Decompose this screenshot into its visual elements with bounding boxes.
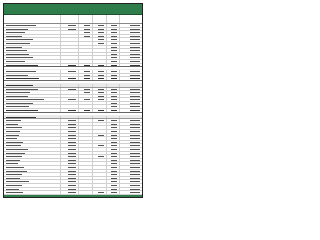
value-cell — [120, 188, 142, 191]
value-cell — [79, 56, 93, 59]
value-cell — [107, 28, 121, 31]
value-cell — [79, 60, 93, 63]
value-cell — [61, 77, 79, 80]
value-cell — [107, 95, 121, 98]
value-cell — [79, 126, 93, 129]
value-cell — [61, 152, 79, 155]
row-label-cell — [4, 119, 61, 122]
value-cell — [107, 109, 121, 112]
value-cell — [120, 116, 142, 119]
value-cell — [79, 88, 93, 91]
value-cell — [93, 70, 107, 73]
value-cell — [93, 141, 107, 144]
value-cell — [79, 102, 93, 105]
row-label-cell — [4, 24, 61, 27]
value-cell — [107, 184, 121, 187]
value-cell — [107, 64, 121, 67]
value-cell — [93, 38, 107, 41]
value-cell — [120, 159, 142, 162]
value-cell — [61, 105, 79, 108]
value-cell — [93, 191, 107, 194]
value-cell — [61, 95, 79, 98]
value-cell — [120, 64, 142, 67]
value-cell — [79, 53, 93, 56]
value-cell — [61, 84, 79, 87]
value-cell — [107, 53, 121, 56]
value-cell — [79, 137, 93, 140]
value-cell — [107, 188, 121, 191]
row-label-cell — [4, 105, 61, 108]
value-cell — [107, 170, 121, 173]
row-label-cell — [4, 88, 61, 91]
value-cell — [107, 46, 121, 49]
value-cell — [107, 141, 121, 144]
value-cell — [93, 49, 107, 52]
value-cell — [61, 98, 79, 101]
value-cell — [93, 53, 107, 56]
value-cell — [120, 70, 142, 73]
value-cell — [79, 98, 93, 101]
value-cell — [107, 49, 121, 52]
value-cell — [79, 74, 93, 77]
value-cell — [61, 38, 79, 41]
value-cell — [61, 102, 79, 105]
value-cell — [61, 64, 79, 67]
value-cell — [93, 123, 107, 126]
value-cell — [79, 28, 93, 31]
value-cell — [120, 191, 142, 194]
row-label-cell — [4, 130, 61, 133]
value-cell — [107, 91, 121, 94]
value-cell — [61, 28, 79, 31]
value-cell — [120, 184, 142, 187]
value-cell — [120, 38, 142, 41]
value-cell — [79, 166, 93, 169]
value-cell — [120, 180, 142, 183]
value-cell — [61, 49, 79, 52]
value-cell — [93, 130, 107, 133]
row-label-cell — [4, 173, 61, 176]
value-cell — [120, 91, 142, 94]
value-cell — [61, 162, 79, 165]
row-label-cell — [4, 95, 61, 98]
value-cell — [61, 24, 79, 27]
value-cell — [120, 84, 142, 87]
value-cell — [79, 84, 93, 87]
value-cell — [61, 170, 79, 173]
value-cell — [93, 88, 107, 91]
value-cell — [93, 84, 107, 87]
value-cell — [93, 109, 107, 112]
value-cell — [120, 77, 142, 80]
value-cell — [61, 130, 79, 133]
value-cell — [61, 148, 79, 151]
value-cell — [79, 105, 93, 108]
spreadsheet-page — [3, 3, 143, 198]
row-label-cell — [4, 123, 61, 126]
value-cell — [107, 144, 121, 147]
value-cell — [93, 180, 107, 183]
value-cell — [107, 116, 121, 119]
value-cell — [61, 74, 79, 77]
value-cell — [61, 46, 79, 49]
row-label-cell — [4, 170, 61, 173]
value-cell — [61, 155, 79, 158]
value-cell — [61, 144, 79, 147]
row-label-cell — [4, 42, 61, 45]
row-label-cell — [4, 134, 61, 137]
value-cell — [107, 162, 121, 165]
row-label-cell — [4, 155, 61, 158]
value-cell — [120, 49, 142, 52]
value-cell — [61, 88, 79, 91]
row-label-cell — [4, 152, 61, 155]
value-cell — [61, 116, 79, 119]
value-cell — [107, 70, 121, 73]
value-cell — [79, 77, 93, 80]
value-cell — [61, 70, 79, 73]
row-label-cell — [4, 98, 61, 101]
value-cell — [93, 102, 107, 105]
value-cell — [61, 91, 79, 94]
value-cell — [79, 177, 93, 180]
value-cell — [107, 98, 121, 101]
value-cell — [61, 109, 79, 112]
value-cell — [79, 184, 93, 187]
value-cell — [120, 105, 142, 108]
sheet-title-bar — [4, 4, 142, 15]
value-cell — [120, 98, 142, 101]
row-label-cell — [4, 38, 61, 41]
row-label-cell — [4, 137, 61, 140]
value-cell — [93, 159, 107, 162]
value-cell — [120, 177, 142, 180]
value-cell — [120, 173, 142, 176]
row-label-cell — [4, 126, 61, 129]
row-label-cell — [4, 77, 61, 80]
value-cell — [107, 35, 121, 38]
value-cell — [61, 188, 79, 191]
value-cell — [107, 24, 121, 27]
value-cell — [120, 137, 142, 140]
value-cell — [93, 152, 107, 155]
value-cell — [79, 148, 93, 151]
value-cell — [79, 31, 93, 34]
row-label-cell — [4, 35, 61, 38]
value-cell — [79, 95, 93, 98]
value-cell — [107, 77, 121, 80]
value-cell — [120, 141, 142, 144]
value-cell — [61, 137, 79, 140]
value-cell — [120, 170, 142, 173]
value-cell — [79, 35, 93, 38]
value-cell — [79, 49, 93, 52]
row-label-cell — [4, 31, 61, 34]
value-cell — [61, 123, 79, 126]
value-cell — [93, 77, 107, 80]
row-label-cell — [4, 102, 61, 105]
row-label-cell — [4, 53, 61, 56]
value-cell — [120, 152, 142, 155]
value-cell — [107, 42, 121, 45]
value-cell — [107, 126, 121, 129]
value-cell — [61, 56, 79, 59]
row-label-cell — [4, 162, 61, 165]
value-cell — [79, 159, 93, 162]
value-cell — [107, 155, 121, 158]
value-cell — [120, 119, 142, 122]
row-label-cell — [4, 159, 61, 162]
value-cell — [93, 144, 107, 147]
column-header — [61, 15, 79, 23]
value-cell — [120, 148, 142, 151]
row-label-cell — [4, 60, 61, 63]
value-cell — [79, 38, 93, 41]
value-cell — [120, 144, 142, 147]
value-cell — [120, 134, 142, 137]
value-cell — [107, 159, 121, 162]
row-label-cell — [4, 188, 61, 191]
value-cell — [61, 119, 79, 122]
value-cell — [61, 31, 79, 34]
value-cell — [61, 141, 79, 144]
value-cell — [107, 74, 121, 77]
value-cell — [93, 35, 107, 38]
column-header — [107, 15, 121, 23]
value-cell — [120, 42, 142, 45]
value-cell — [61, 159, 79, 162]
value-cell — [79, 191, 93, 194]
value-cell — [107, 166, 121, 169]
row-label-cell — [4, 177, 61, 180]
value-cell — [120, 46, 142, 49]
row-label-cell — [4, 91, 61, 94]
value-cell — [79, 42, 93, 45]
value-cell — [79, 119, 93, 122]
value-cell — [107, 134, 121, 137]
value-cell — [79, 24, 93, 27]
column-header — [93, 15, 107, 23]
row-label-cell — [4, 191, 61, 194]
row-label-cell — [4, 109, 61, 112]
value-cell — [120, 130, 142, 133]
value-cell — [93, 162, 107, 165]
value-cell — [107, 56, 121, 59]
value-cell — [120, 166, 142, 169]
value-cell — [107, 148, 121, 151]
value-cell — [79, 70, 93, 73]
value-cell — [93, 98, 107, 101]
value-cell — [93, 126, 107, 129]
value-cell — [93, 188, 107, 191]
value-cell — [79, 141, 93, 144]
value-cell — [79, 144, 93, 147]
value-cell — [61, 173, 79, 176]
value-cell — [61, 134, 79, 137]
value-cell — [93, 56, 107, 59]
value-cell — [93, 31, 107, 34]
value-cell — [79, 46, 93, 49]
row-label-cell — [4, 84, 61, 87]
column-header — [120, 15, 142, 23]
value-cell — [93, 134, 107, 137]
value-cell — [93, 95, 107, 98]
value-cell — [93, 119, 107, 122]
value-cell — [61, 191, 79, 194]
row-label-cell — [4, 74, 61, 77]
value-cell — [93, 42, 107, 45]
value-cell — [61, 126, 79, 129]
row-label-cell — [4, 64, 61, 67]
value-cell — [79, 188, 93, 191]
value-cell — [107, 180, 121, 183]
value-cell — [107, 105, 121, 108]
value-cell — [107, 102, 121, 105]
value-cell — [61, 184, 79, 187]
value-cell — [120, 56, 142, 59]
value-cell — [107, 123, 121, 126]
column-header-row — [4, 15, 142, 24]
value-cell — [61, 166, 79, 169]
value-cell — [93, 170, 107, 173]
row-label-cell — [4, 70, 61, 73]
value-cell — [93, 91, 107, 94]
value-cell — [120, 74, 142, 77]
value-cell — [120, 95, 142, 98]
row-label-cell — [4, 46, 61, 49]
value-cell — [120, 162, 142, 165]
value-cell — [93, 74, 107, 77]
row-label-cell — [4, 116, 61, 119]
row-label-cell — [4, 144, 61, 147]
value-cell — [120, 60, 142, 63]
value-cell — [79, 152, 93, 155]
value-cell — [93, 46, 107, 49]
row-label-cell — [4, 49, 61, 52]
value-cell — [93, 166, 107, 169]
value-cell — [93, 155, 107, 158]
value-cell — [120, 31, 142, 34]
row-label-cell — [4, 180, 61, 183]
value-cell — [107, 177, 121, 180]
value-cell — [120, 102, 142, 105]
value-cell — [93, 28, 107, 31]
value-cell — [79, 123, 93, 126]
value-cell — [61, 177, 79, 180]
row-label-cell — [4, 184, 61, 187]
value-cell — [61, 42, 79, 45]
value-cell — [107, 31, 121, 34]
value-cell — [79, 180, 93, 183]
value-cell — [79, 91, 93, 94]
value-cell — [79, 64, 93, 67]
value-cell — [107, 88, 121, 91]
value-cell — [79, 109, 93, 112]
value-cell — [93, 116, 107, 119]
value-cell — [120, 126, 142, 129]
value-cell — [93, 173, 107, 176]
value-cell — [61, 35, 79, 38]
value-cell — [93, 105, 107, 108]
value-cell — [79, 130, 93, 133]
value-cell — [93, 24, 107, 27]
value-cell — [79, 173, 93, 176]
value-cell — [107, 137, 121, 140]
row-label-cell — [4, 56, 61, 59]
column-header — [4, 15, 61, 23]
value-cell — [107, 84, 121, 87]
value-cell — [120, 88, 142, 91]
value-cell — [107, 38, 121, 41]
value-cell — [120, 24, 142, 27]
value-cell — [93, 148, 107, 151]
value-cell — [93, 60, 107, 63]
value-cell — [120, 109, 142, 112]
value-cell — [61, 53, 79, 56]
value-cell — [93, 184, 107, 187]
value-cell — [93, 64, 107, 67]
row-label-cell — [4, 166, 61, 169]
value-cell — [120, 28, 142, 31]
value-cell — [93, 137, 107, 140]
value-cell — [107, 130, 121, 133]
value-cell — [120, 35, 142, 38]
value-cell — [79, 116, 93, 119]
value-cell — [93, 177, 107, 180]
value-cell — [79, 134, 93, 137]
value-cell — [107, 173, 121, 176]
value-cell — [107, 191, 121, 194]
value-cell — [79, 155, 93, 158]
row-label-cell — [4, 141, 61, 144]
row-label-cell — [4, 148, 61, 151]
value-cell — [107, 152, 121, 155]
value-cell — [61, 180, 79, 183]
value-cell — [120, 155, 142, 158]
column-header — [79, 15, 93, 23]
table-body — [4, 24, 142, 198]
value-cell — [61, 60, 79, 63]
value-cell — [107, 60, 121, 63]
value-cell — [79, 162, 93, 165]
value-cell — [107, 119, 121, 122]
row-label-cell — [4, 28, 61, 31]
value-cell — [120, 53, 142, 56]
value-cell — [120, 123, 142, 126]
value-cell — [79, 170, 93, 173]
